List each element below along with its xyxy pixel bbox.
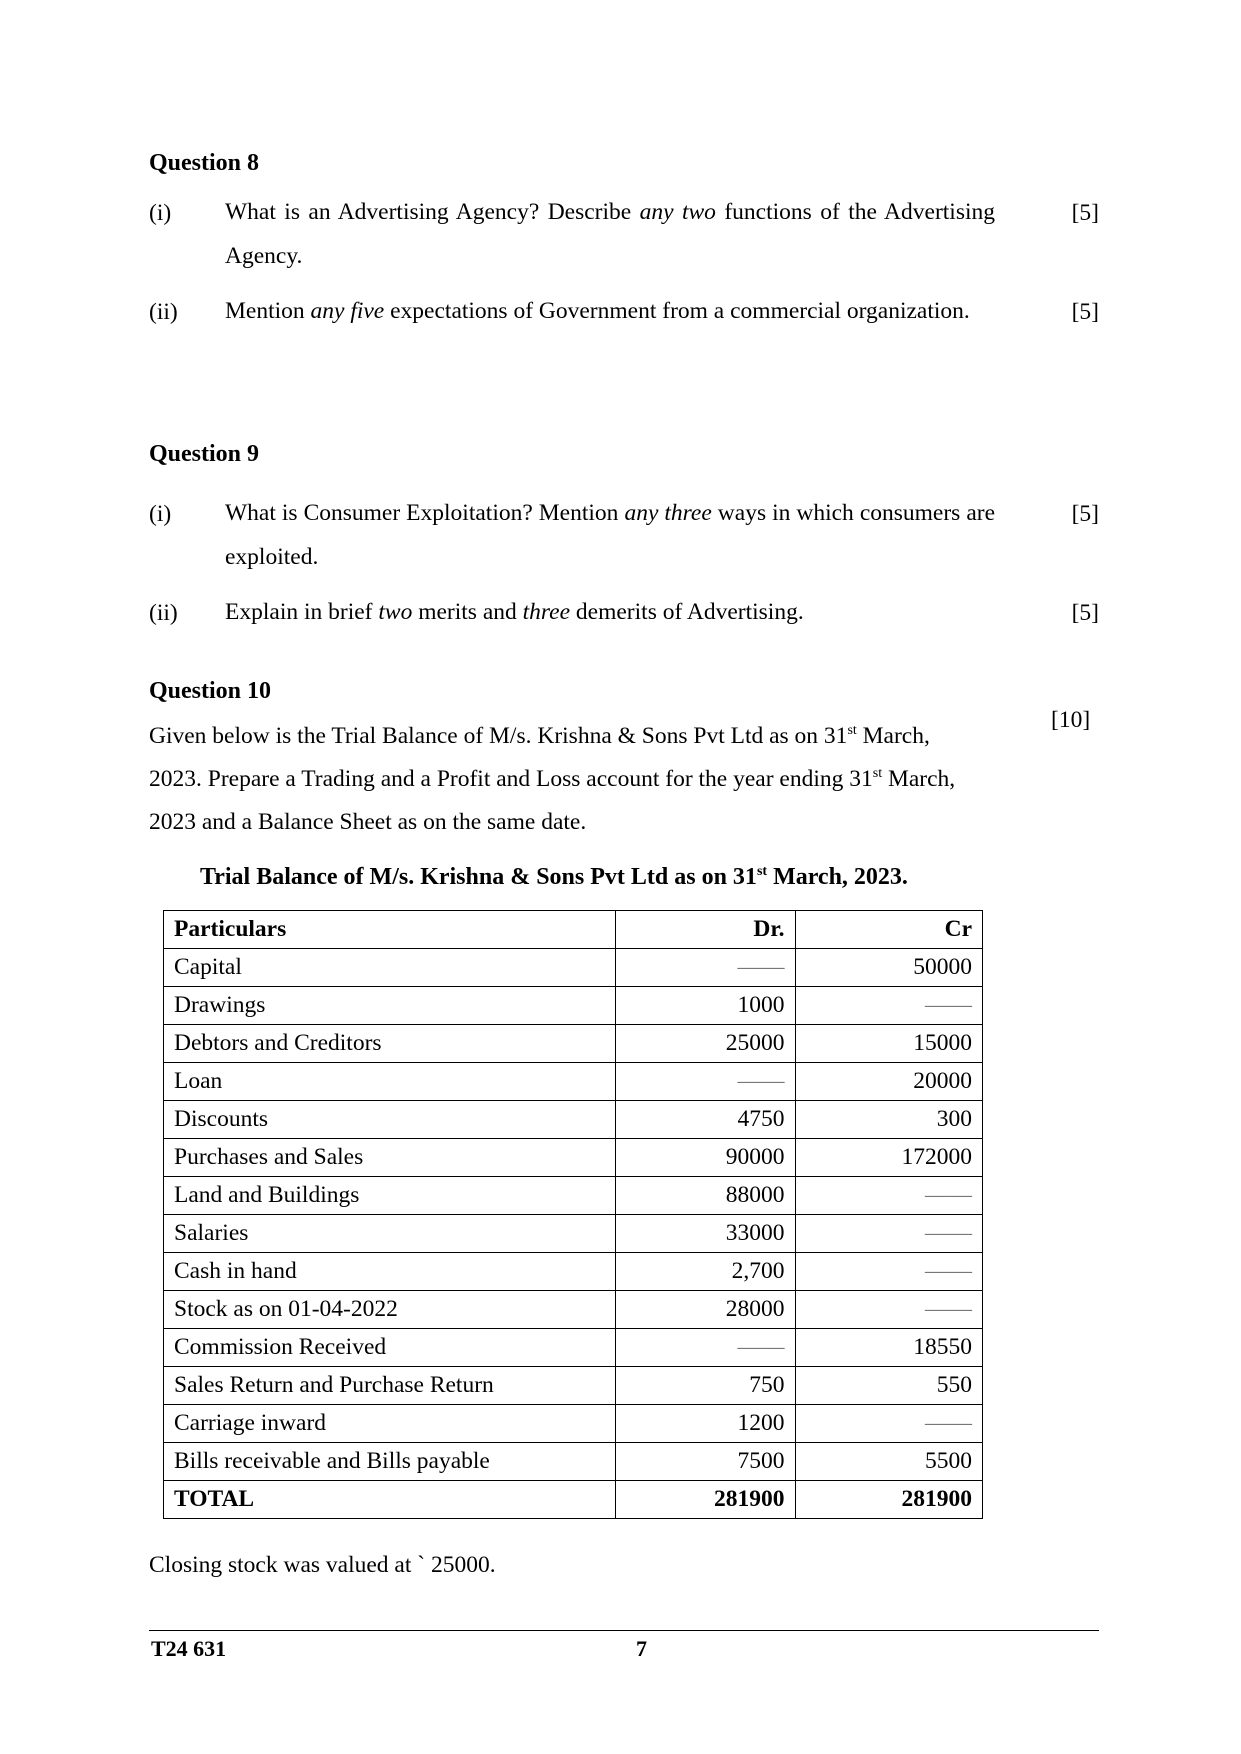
cell-particulars: Cash in hand bbox=[164, 1253, 616, 1291]
table-row bbox=[164, 1063, 983, 1101]
cell-dr: —— bbox=[616, 949, 795, 987]
cell-dr: 1000 bbox=[616, 987, 795, 1025]
part-text: Explain in brief two merits and three demerits of Advertising. bbox=[225, 599, 804, 625]
table-row bbox=[164, 1443, 983, 1481]
table-row bbox=[164, 1367, 983, 1405]
paper-code: T24 631 bbox=[151, 1636, 227, 1661]
q10-line-3: 2023 and a Balance Sheet as on the same date. bbox=[149, 809, 587, 835]
cell-particulars: Carriage inward bbox=[164, 1405, 616, 1443]
cell-cr: 18550 bbox=[795, 1329, 982, 1367]
q9-part-i bbox=[149, 501, 1099, 591]
question-8-title: Question 8 bbox=[149, 150, 260, 176]
total-dr: 281900 bbox=[616, 1481, 795, 1519]
cell-particulars: Debtors and Creditors bbox=[164, 1025, 616, 1063]
marks: [5] bbox=[1071, 600, 1099, 626]
cell-particulars: Bills receivable and Bills payable bbox=[164, 1443, 616, 1481]
table-row bbox=[164, 1329, 983, 1367]
cell-particulars: Loan bbox=[164, 1063, 616, 1101]
cell-dr: 1200 bbox=[616, 1405, 795, 1443]
cell-dr: 2,700 bbox=[616, 1253, 795, 1291]
cell-cr: 20000 bbox=[795, 1063, 982, 1101]
q9-part-ii bbox=[149, 600, 1099, 644]
cell-particulars: Discounts bbox=[164, 1101, 616, 1139]
cell-dr: —— bbox=[616, 1063, 795, 1101]
q10-line-1: Given below is the Trial Balance of M/s. Krishna & Sons Pvt Ltd as on 31st March, bbox=[149, 723, 930, 749]
cell-cr: 15000 bbox=[795, 1025, 982, 1063]
header-particulars: Particulars bbox=[164, 911, 616, 949]
cell-cr: —— bbox=[795, 1215, 982, 1253]
cell-cr: 5500 bbox=[795, 1443, 982, 1481]
table-row bbox=[164, 987, 983, 1025]
header-dr: Dr. bbox=[616, 911, 795, 949]
cell-dr: 28000 bbox=[616, 1291, 795, 1329]
cell-particulars: Sales Return and Purchase Return bbox=[164, 1367, 616, 1405]
cell-dr: 33000 bbox=[616, 1215, 795, 1253]
table-row bbox=[164, 1177, 983, 1215]
table-row bbox=[164, 1139, 983, 1177]
table-row bbox=[164, 1215, 983, 1253]
q10-instructions bbox=[149, 715, 999, 844]
cell-particulars: Purchases and Sales bbox=[164, 1139, 616, 1177]
table-title: Trial Balance of M/s. Krishna & Sons Pvt Ltd as on 31st March, 2023. bbox=[200, 864, 908, 890]
part-text: What is an Advertising Agency? Describe any two functions of the Advertising Agency. bbox=[225, 199, 995, 269]
cell-particulars: Commission Received bbox=[164, 1329, 616, 1367]
cell-cr: —— bbox=[795, 1291, 982, 1329]
q10-line-2: 2023. Prepare a Trading and a Profit and Loss account for the year ending 31st March, bbox=[149, 766, 956, 792]
part-number: (ii) bbox=[149, 299, 178, 325]
trial-balance-table bbox=[163, 910, 983, 1519]
cell-cr: —— bbox=[795, 1253, 982, 1291]
cell-cr: 300 bbox=[795, 1101, 982, 1139]
cell-dr: 90000 bbox=[616, 1139, 795, 1177]
closing-stock-note: Closing stock was valued at ` 25000. bbox=[149, 1552, 496, 1578]
table-total-row bbox=[164, 1481, 983, 1519]
question-9-title: Question 9 bbox=[149, 441, 260, 467]
question-10-title: Question 10 bbox=[149, 678, 272, 704]
cell-dr: —— bbox=[616, 1329, 795, 1367]
q8-part-i bbox=[149, 200, 1099, 290]
table-header-row bbox=[164, 911, 983, 949]
cell-cr: 172000 bbox=[795, 1139, 982, 1177]
table-row bbox=[164, 1291, 983, 1329]
header-cr: Cr bbox=[795, 911, 982, 949]
total-cr: 281900 bbox=[795, 1481, 982, 1519]
cell-particulars: Land and Buildings bbox=[164, 1177, 616, 1215]
cell-cr: —— bbox=[795, 1177, 982, 1215]
part-number: (i) bbox=[149, 501, 172, 527]
marks: [5] bbox=[1071, 200, 1099, 226]
part-number: (ii) bbox=[149, 600, 178, 626]
cell-dr: 4750 bbox=[616, 1101, 795, 1139]
cell-dr: 88000 bbox=[616, 1177, 795, 1215]
cell-cr: 50000 bbox=[795, 949, 982, 987]
footer-divider bbox=[149, 1630, 1099, 1631]
cell-cr: —— bbox=[795, 1405, 982, 1443]
cell-cr: —— bbox=[795, 987, 982, 1025]
table-row bbox=[164, 1101, 983, 1139]
q10-marks: [10] bbox=[1051, 707, 1091, 733]
total-label: TOTAL bbox=[164, 1481, 616, 1519]
cell-dr: 7500 bbox=[616, 1443, 795, 1481]
part-number: (i) bbox=[149, 200, 172, 226]
cell-cr: 550 bbox=[795, 1367, 982, 1405]
marks: [5] bbox=[1071, 501, 1099, 527]
part-text: What is Consumer Exploitation? Mention any three ways in which consumers are exploited. bbox=[225, 500, 996, 570]
table-row bbox=[164, 1253, 983, 1291]
q8-part-ii bbox=[149, 299, 1099, 389]
table-row bbox=[164, 949, 983, 987]
cell-particulars: Stock as on 01-04-2022 bbox=[164, 1291, 616, 1329]
page-number: 7 bbox=[636, 1636, 647, 1661]
cell-particulars: Salaries bbox=[164, 1215, 616, 1253]
table-row bbox=[164, 1405, 983, 1443]
cell-particulars: Capital bbox=[164, 949, 616, 987]
marks: [5] bbox=[1071, 299, 1099, 325]
cell-particulars: Drawings bbox=[164, 987, 616, 1025]
table-row bbox=[164, 1025, 983, 1063]
cell-dr: 750 bbox=[616, 1367, 795, 1405]
cell-dr: 25000 bbox=[616, 1025, 795, 1063]
part-text: Mention any five expectations of Government from a commercial organization. bbox=[225, 298, 970, 324]
